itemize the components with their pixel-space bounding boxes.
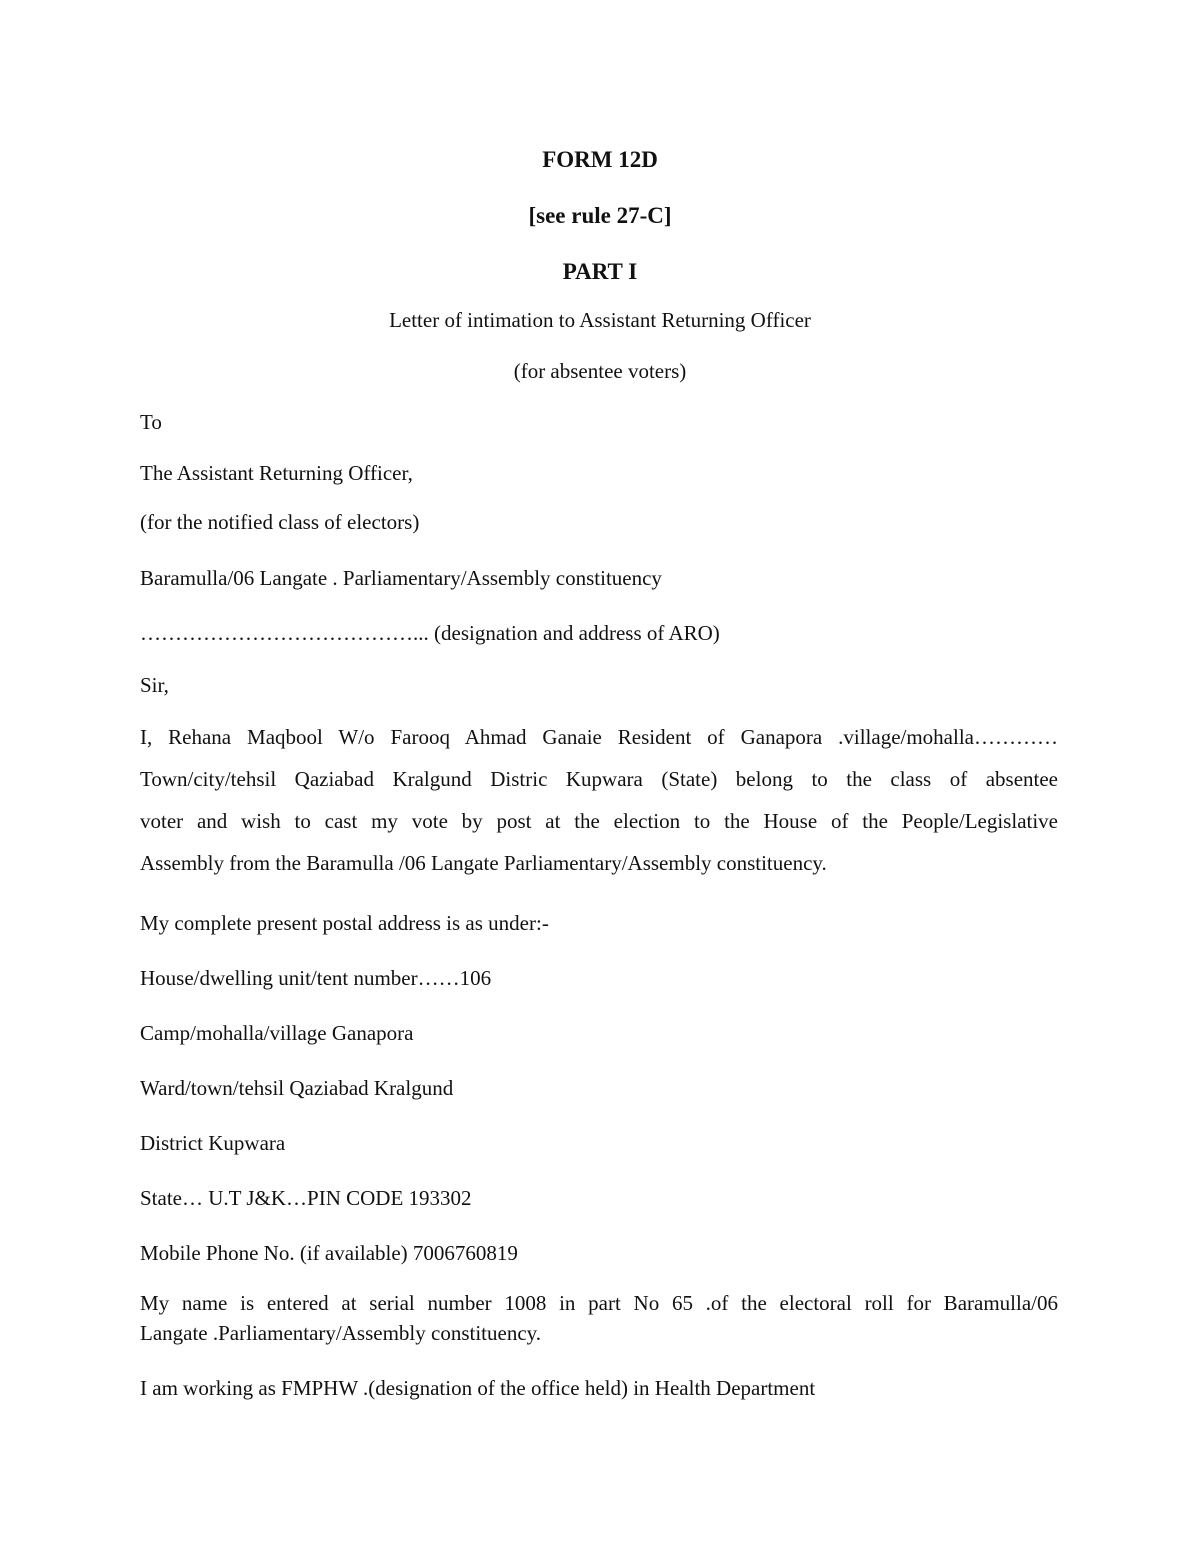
electoral-roll-line-2: Langate .Parliamentary/Assembly constituency. <box>140 1321 542 1345</box>
officer-title: The Assistant Returning Officer, <box>140 461 413 485</box>
declaration-paragraph <box>140 716 1058 884</box>
electors-class: (for the notified class of electors) <box>140 510 420 534</box>
letter-subtitle: Letter of intimation to Assistant Returning Officer <box>389 308 811 332</box>
district-line: District Kupwara <box>140 1131 286 1155</box>
form-title: FORM 12D <box>542 147 658 172</box>
rule-reference: [see rule 27-C] <box>528 203 672 228</box>
postal-address-intro: My complete present postal address is as under:- <box>140 911 549 935</box>
house-number-line: House/dwelling unit/tent number……106 <box>140 966 492 990</box>
mobile-line: Mobile Phone No. (if available) 7006760819 <box>140 1241 518 1265</box>
electoral-roll-line-1: My name is entered at serial number 1008 in part No 65 .of the electoral roll for Baramulla/06 <box>140 1291 1058 1315</box>
part-heading: PART I <box>562 259 638 284</box>
salutation: Sir, <box>140 673 169 697</box>
declaration-line-1: I, Rehana Maqbool W/o Farooq Ahmad Ganaie Resident of Ganapora .village/mohalla………… <box>140 725 1058 749</box>
employment-line: I am working as FMPHW .(designation of the office held) in Health Department <box>140 1376 816 1400</box>
declaration-line-4: Assembly from the Baramulla /06 Langate Parliamentary/Assembly constituency. <box>140 851 827 875</box>
declaration-line-3: voter and wish to cast my vote by post at the election to the House of the People/Legislative <box>140 809 1058 833</box>
absentee-voters-note: (for absentee voters) <box>513 359 687 383</box>
constituency-line: Baramulla/06 Langate . Parliamentary/Assembly constituency <box>140 566 662 590</box>
aro-designation-line: …………………………………... (designation and address of ARO) <box>140 621 720 645</box>
declaration-line-2: Town/city/tehsil Qaziabad Kralgund Distric Kupwara (State) belong to the class of absentee <box>140 767 1058 791</box>
electoral-roll-paragraph <box>140 1288 1058 1348</box>
ward-line: Ward/town/tehsil Qaziabad Kralgund <box>140 1076 454 1100</box>
to-label: To <box>140 410 162 434</box>
camp-line: Camp/mohalla/village Ganapora <box>140 1021 414 1045</box>
state-pin-line: State… U.T J&K…PIN CODE 193302 <box>140 1186 472 1210</box>
